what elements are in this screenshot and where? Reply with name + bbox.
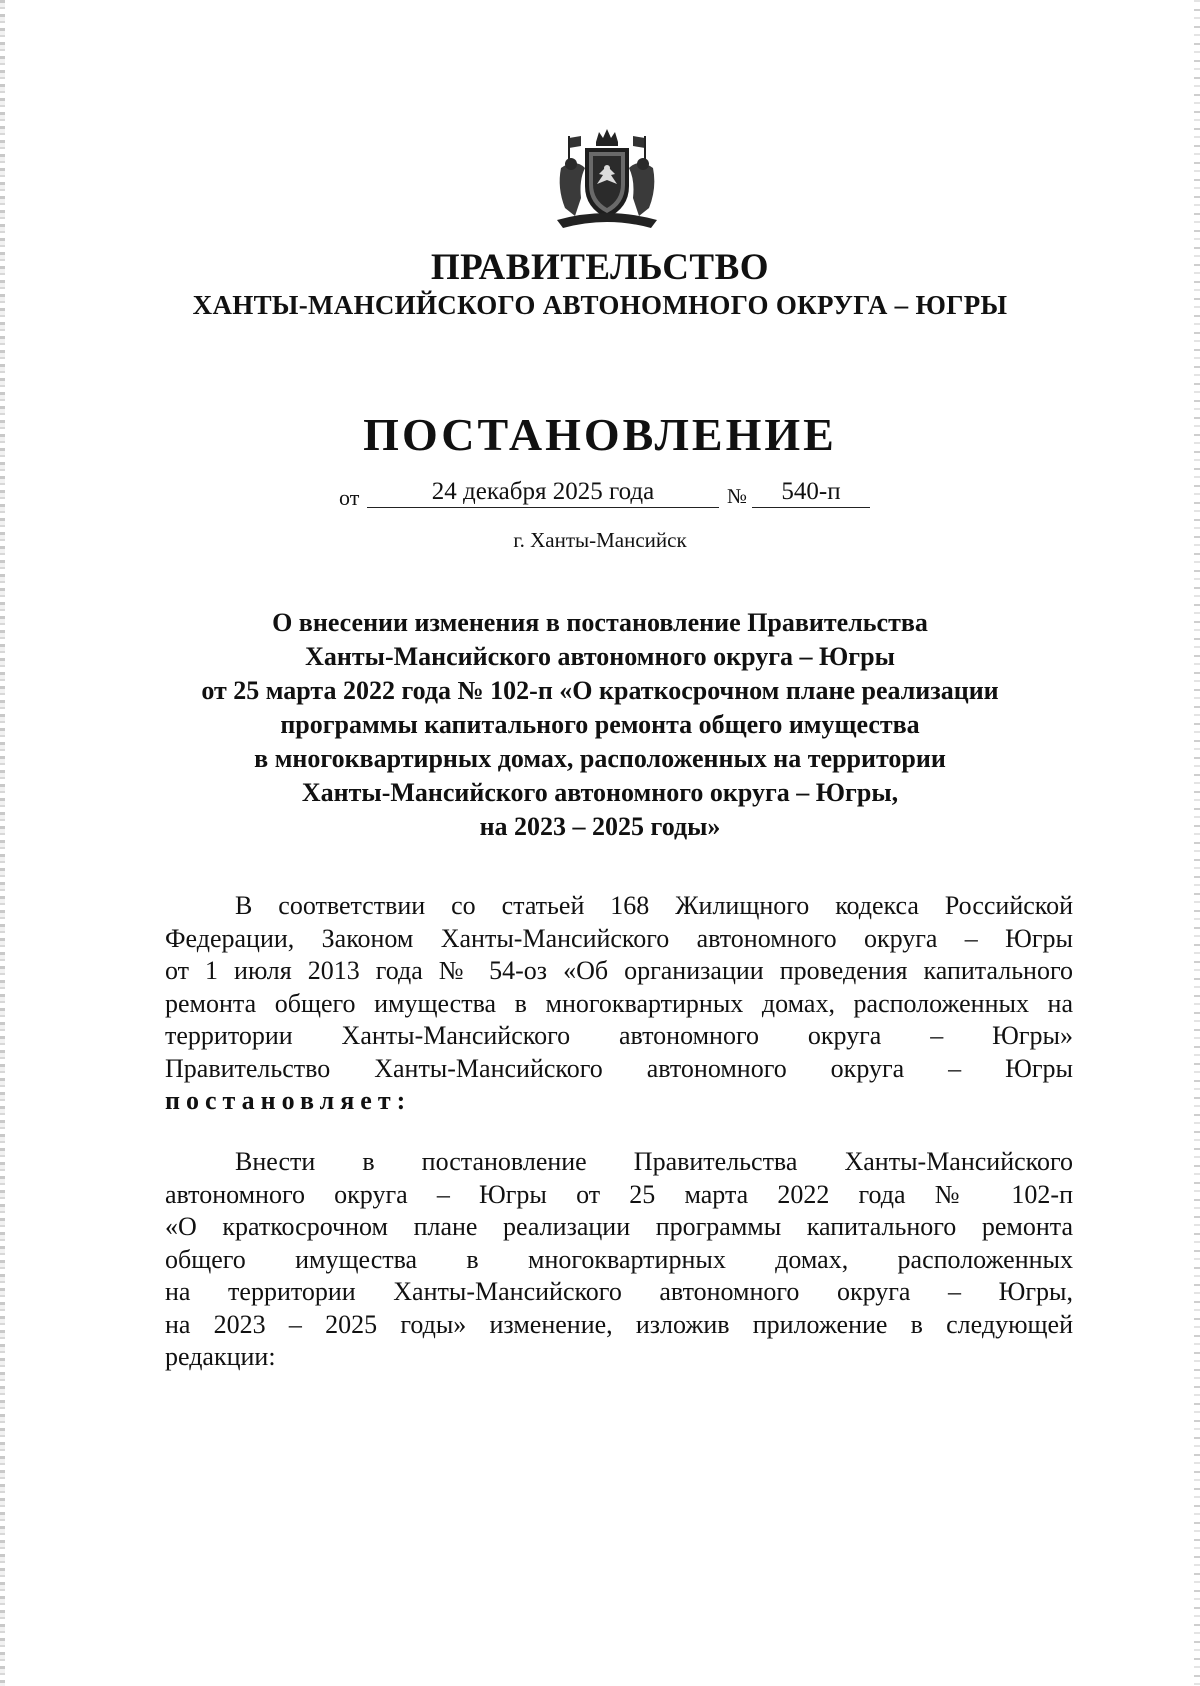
paragraph-line: общего имущества в многоквартирных домах, расположенных [165, 1244, 1073, 1274]
paragraph-line: Федерации, Законом Ханты-Мансийского автономного округа – Югры [165, 923, 1073, 953]
coat-of-arms-emblem [551, 128, 663, 232]
paragraph-line: редакции: [165, 1342, 276, 1371]
subject-line: в многоквартирных домах, расположенных на территории [254, 744, 946, 773]
paragraph-line: ремонта общего имущества в многоквартирных домах, расположенных на [165, 988, 1073, 1018]
document-date: 24 декабря 2025 года [367, 478, 719, 508]
number-sign: № [727, 484, 748, 508]
subject-line: Ханты-Мансийского автономного округа – Югры, [301, 778, 899, 807]
paragraph-line: территории Ханты-Мансийского автономного округа – Югры» [165, 1021, 1073, 1050]
document-number: 540-п [752, 478, 870, 508]
paragraph-line: В соответствии со статьей 168 Жилищного кодекса Российской [235, 891, 1073, 920]
paragraph-line: автономного округа – Югры от 25 марта 2022 года № 102-п [165, 1179, 1073, 1209]
subject-line: от 25 марта 2022 года № 102-п «О краткосрочном плане реализации [201, 676, 999, 705]
paragraph-line: от 1 июля 2013 года № 54-оз «Об организации проведения капитального [165, 956, 1073, 985]
subject-line: программы капитального ремонта общего имущества [280, 710, 920, 739]
paragraph-line: на 2023 – 2025 годы» изменение, изложив приложение в следующей [165, 1309, 1073, 1339]
date-number-line [0, 478, 1200, 512]
subject-line: на 2023 – 2025 годы» [479, 812, 721, 841]
document-type: ПОСТАНОВЛЕНИЕ [363, 409, 837, 460]
subject-line: О внесении изменения в постановление Правительства [272, 608, 928, 637]
paragraph-line: на территории Ханты-Мансийского автономного округа – Югры, [165, 1277, 1073, 1306]
operative-paragraph [165, 1146, 1073, 1374]
decree-word: постановляет: [165, 1086, 412, 1115]
paragraph-line: Правительство Ханты-Мансийского автономного округа – Югры [165, 1053, 1073, 1083]
document-subject [150, 606, 1050, 844]
city: г. Ханты-Мансийск [513, 528, 687, 552]
org-title: ПРАВИТЕЛЬСТВО [430, 247, 770, 288]
preamble-paragraph [165, 890, 1073, 1118]
paragraph-line: «О краткосрочном плане реализации программы капитального ремонта [165, 1212, 1073, 1241]
subject-line: Ханты-Мансийского автономного округа – Югры [305, 642, 895, 671]
date-prefix: от [339, 485, 360, 510]
org-subtitle: ХАНТЫ-МАНСИЙСКОГО АВТОНОМНОГО ОКРУГА – ЮГРЫ [192, 290, 1008, 320]
paragraph-line: Внести в постановление Правительства Ханты-Мансийского [235, 1147, 1073, 1176]
